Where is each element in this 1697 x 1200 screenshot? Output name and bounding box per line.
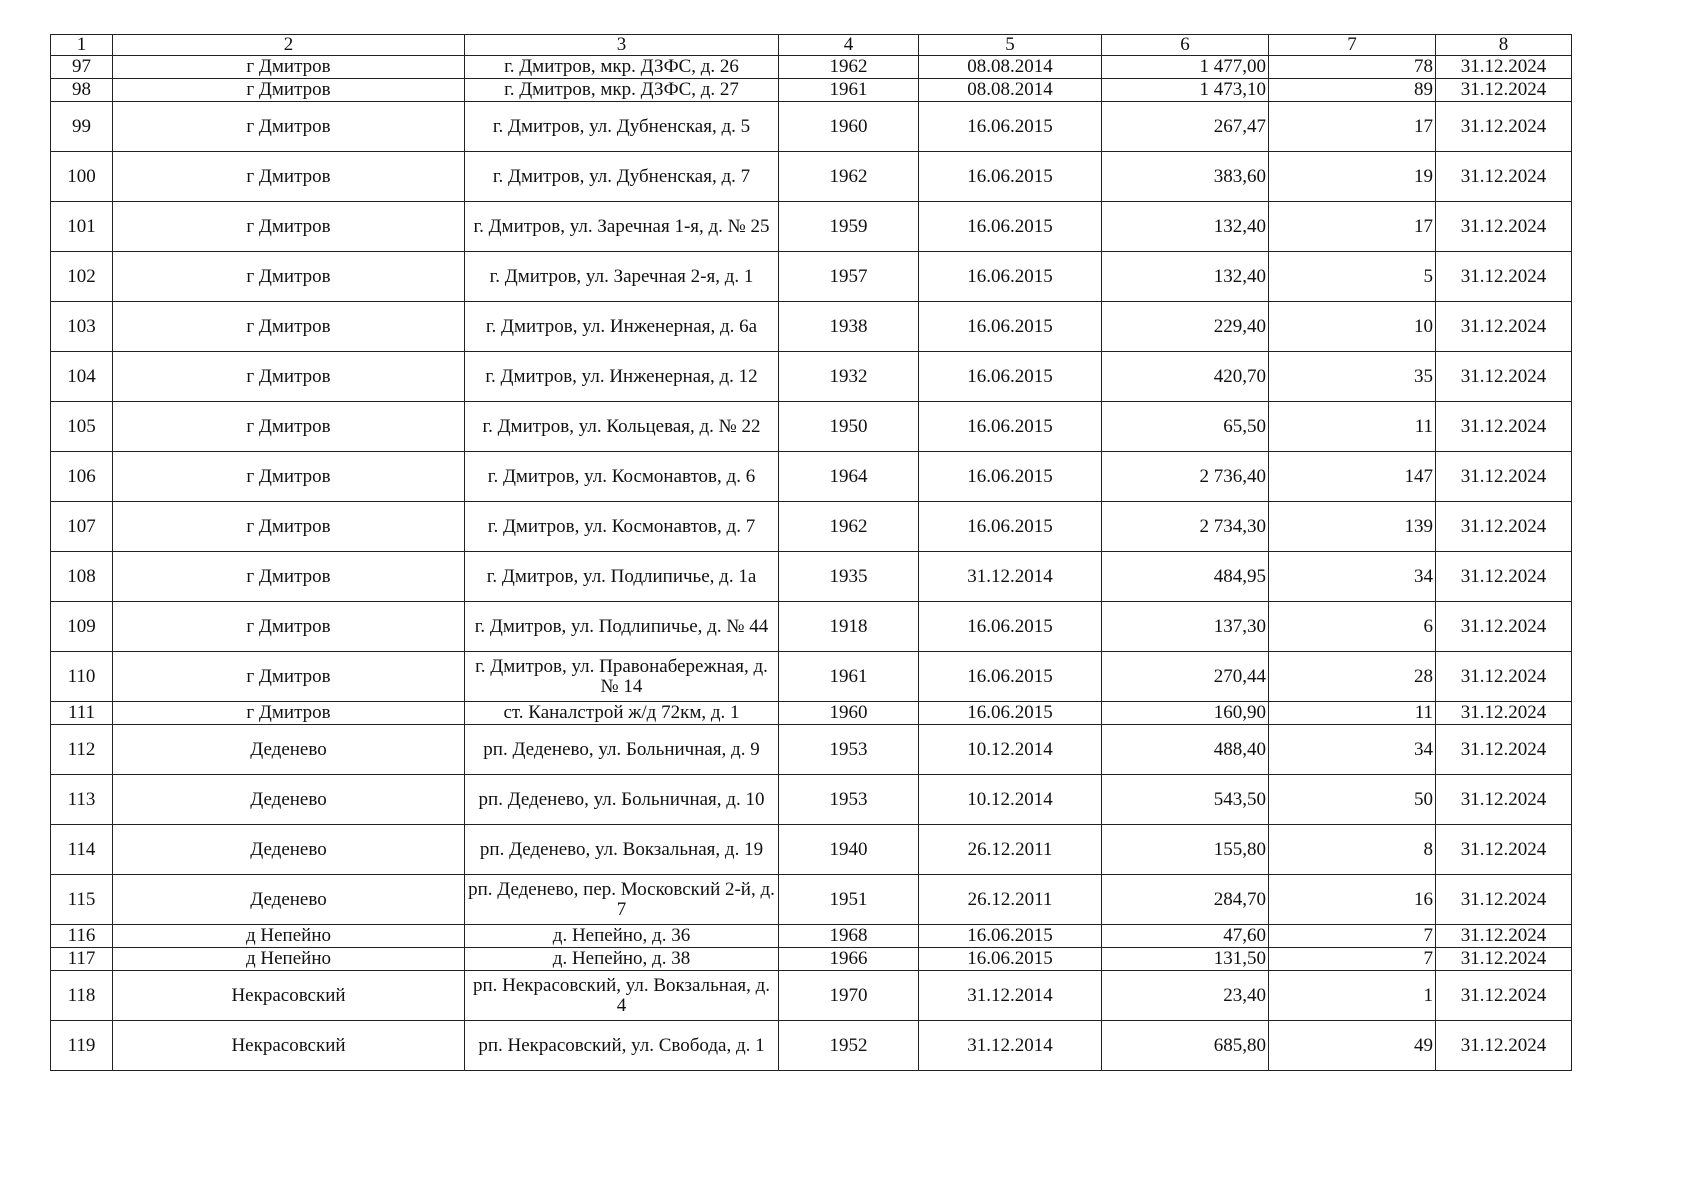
year-built-cell: 1970	[779, 971, 919, 1021]
header-cell: 5	[919, 35, 1102, 56]
deadline-cell: 31.12.2024	[1436, 875, 1572, 925]
residents-cell: 28	[1269, 652, 1436, 702]
address-cell: рп. Деденево, пер. Московский 2-й, д. 7	[465, 875, 779, 925]
date-cell: 16.06.2015	[919, 925, 1102, 948]
residents-cell: 6	[1269, 602, 1436, 652]
header-cell: 3	[465, 35, 779, 56]
date-cell: 16.06.2015	[919, 302, 1102, 352]
table-row	[51, 352, 1572, 402]
deadline-cell: 31.12.2024	[1436, 452, 1572, 502]
settlement-cell: Некрасовский	[113, 1021, 465, 1071]
table-row	[51, 725, 1572, 775]
date-cell: 16.06.2015	[919, 502, 1102, 552]
residents-cell: 19	[1269, 152, 1436, 202]
year-built-cell: 1962	[779, 502, 919, 552]
residents-cell: 17	[1269, 202, 1436, 252]
address-cell: г. Дмитров, ул. Космонавтов, д. 7	[465, 502, 779, 552]
address-cell: рп. Деденево, ул. Вокзальная, д. 19	[465, 825, 779, 875]
area-cell: 23,40	[1102, 971, 1269, 1021]
area-cell: 1 473,10	[1102, 79, 1269, 102]
row-number-cell: 106	[51, 452, 113, 502]
year-built-cell: 1952	[779, 1021, 919, 1071]
table-row	[51, 948, 1572, 971]
address-cell: г. Дмитров, ул. Правонабережная, д. № 14	[465, 652, 779, 702]
table-row	[51, 971, 1572, 1021]
area-cell: 229,40	[1102, 302, 1269, 352]
settlement-cell: Деденево	[113, 725, 465, 775]
address-cell: рп. Некрасовский, ул. Вокзальная, д. 4	[465, 971, 779, 1021]
table-row	[51, 925, 1572, 948]
date-cell: 31.12.2014	[919, 552, 1102, 602]
residents-cell: 89	[1269, 79, 1436, 102]
area-cell: 284,70	[1102, 875, 1269, 925]
area-cell: 131,50	[1102, 948, 1269, 971]
year-built-cell: 1959	[779, 202, 919, 252]
year-built-cell: 1964	[779, 452, 919, 502]
residents-cell: 11	[1269, 702, 1436, 725]
deadline-cell: 31.12.2024	[1436, 948, 1572, 971]
date-cell: 10.12.2014	[919, 775, 1102, 825]
table-row	[51, 775, 1572, 825]
area-cell: 1 477,00	[1102, 56, 1269, 79]
area-cell: 484,95	[1102, 552, 1269, 602]
deadline-cell: 31.12.2024	[1436, 302, 1572, 352]
deadline-cell: 31.12.2024	[1436, 1021, 1572, 1071]
year-built-cell: 1968	[779, 925, 919, 948]
year-built-cell: 1940	[779, 825, 919, 875]
table-row	[51, 1021, 1572, 1071]
area-cell: 132,40	[1102, 252, 1269, 302]
year-built-cell: 1950	[779, 402, 919, 452]
year-built-cell: 1935	[779, 552, 919, 602]
residents-cell: 34	[1269, 725, 1436, 775]
deadline-cell: 31.12.2024	[1436, 402, 1572, 452]
date-cell: 16.06.2015	[919, 948, 1102, 971]
table-row	[51, 702, 1572, 725]
area-cell: 2 734,30	[1102, 502, 1269, 552]
address-cell: рп. Деденево, ул. Больничная, д. 10	[465, 775, 779, 825]
table-row	[51, 152, 1572, 202]
date-cell: 08.08.2014	[919, 79, 1102, 102]
area-cell: 488,40	[1102, 725, 1269, 775]
table-row	[51, 552, 1572, 602]
deadline-cell: 31.12.2024	[1436, 702, 1572, 725]
residents-cell: 34	[1269, 552, 1436, 602]
residents-cell: 49	[1269, 1021, 1436, 1071]
row-number-cell: 97	[51, 56, 113, 79]
address-cell: г. Дмитров, ул. Инженерная, д. 12	[465, 352, 779, 402]
year-built-cell: 1932	[779, 352, 919, 402]
settlement-cell: г Дмитров	[113, 552, 465, 602]
row-number-cell: 104	[51, 352, 113, 402]
address-cell: г. Дмитров, ул. Заречная 2-я, д. 1	[465, 252, 779, 302]
date-cell: 16.06.2015	[919, 652, 1102, 702]
year-built-cell: 1960	[779, 102, 919, 152]
residents-cell: 11	[1269, 402, 1436, 452]
row-number-cell: 111	[51, 702, 113, 725]
settlement-cell: Деденево	[113, 875, 465, 925]
area-cell: 137,30	[1102, 602, 1269, 652]
settlement-cell: г Дмитров	[113, 302, 465, 352]
row-number-cell: 101	[51, 202, 113, 252]
row-number-cell: 113	[51, 775, 113, 825]
deadline-cell: 31.12.2024	[1436, 352, 1572, 402]
row-number-cell: 102	[51, 252, 113, 302]
date-cell: 10.12.2014	[919, 725, 1102, 775]
table-row	[51, 252, 1572, 302]
header-cell: 8	[1436, 35, 1572, 56]
header-cell: 7	[1269, 35, 1436, 56]
area-cell: 543,50	[1102, 775, 1269, 825]
row-number-cell: 98	[51, 79, 113, 102]
address-cell: г. Дмитров, ул. Заречная 1-я, д. № 25	[465, 202, 779, 252]
settlement-cell: г Дмитров	[113, 702, 465, 725]
residents-cell: 5	[1269, 252, 1436, 302]
deadline-cell: 31.12.2024	[1436, 775, 1572, 825]
area-cell: 2 736,40	[1102, 452, 1269, 502]
date-cell: 08.08.2014	[919, 56, 1102, 79]
settlement-cell: г Дмитров	[113, 102, 465, 152]
row-number-cell: 108	[51, 552, 113, 602]
row-number-cell: 110	[51, 652, 113, 702]
residents-cell: 16	[1269, 875, 1436, 925]
table-row	[51, 102, 1572, 152]
area-cell: 267,47	[1102, 102, 1269, 152]
deadline-cell: 31.12.2024	[1436, 602, 1572, 652]
area-cell: 132,40	[1102, 202, 1269, 252]
table-row	[51, 302, 1572, 352]
row-number-cell: 115	[51, 875, 113, 925]
year-built-cell: 1938	[779, 302, 919, 352]
year-built-cell: 1953	[779, 775, 919, 825]
residents-cell: 50	[1269, 775, 1436, 825]
settlement-cell: г Дмитров	[113, 252, 465, 302]
header-cell: 6	[1102, 35, 1269, 56]
date-cell: 31.12.2014	[919, 971, 1102, 1021]
table-row	[51, 602, 1572, 652]
address-cell: г. Дмитров, ул. Кольцевая, д. № 22	[465, 402, 779, 452]
deadline-cell: 31.12.2024	[1436, 102, 1572, 152]
residents-cell: 17	[1269, 102, 1436, 152]
table-row	[51, 825, 1572, 875]
settlement-cell: д Непейно	[113, 925, 465, 948]
table-row	[51, 875, 1572, 925]
deadline-cell: 31.12.2024	[1436, 725, 1572, 775]
area-cell: 685,80	[1102, 1021, 1269, 1071]
residents-cell: 78	[1269, 56, 1436, 79]
table-row	[51, 56, 1572, 79]
settlement-cell: г Дмитров	[113, 452, 465, 502]
settlement-cell: г Дмитров	[113, 402, 465, 452]
settlement-cell: г Дмитров	[113, 652, 465, 702]
row-number-cell: 100	[51, 152, 113, 202]
date-cell: 16.06.2015	[919, 452, 1102, 502]
deadline-cell: 31.12.2024	[1436, 252, 1572, 302]
address-cell: г. Дмитров, ул. Подлипичье, д. 1а	[465, 552, 779, 602]
address-cell: д. Непейно, д. 36	[465, 925, 779, 948]
address-cell: г. Дмитров, мкр. ДЗФС, д. 27	[465, 79, 779, 102]
residents-cell: 139	[1269, 502, 1436, 552]
settlement-cell: г Дмитров	[113, 152, 465, 202]
area-cell: 160,90	[1102, 702, 1269, 725]
table-row	[51, 79, 1572, 102]
settlement-cell: г Дмитров	[113, 202, 465, 252]
residents-cell: 10	[1269, 302, 1436, 352]
header-cell: 4	[779, 35, 919, 56]
header-row	[51, 35, 1572, 56]
year-built-cell: 1961	[779, 79, 919, 102]
area-cell: 47,60	[1102, 925, 1269, 948]
deadline-cell: 31.12.2024	[1436, 202, 1572, 252]
deadline-cell: 31.12.2024	[1436, 925, 1572, 948]
row-number-cell: 116	[51, 925, 113, 948]
area-cell: 420,70	[1102, 352, 1269, 402]
year-built-cell: 1961	[779, 652, 919, 702]
settlement-cell: г Дмитров	[113, 352, 465, 402]
address-cell: г. Дмитров, мкр. ДЗФС, д. 26	[465, 56, 779, 79]
area-cell: 155,80	[1102, 825, 1269, 875]
row-number-cell: 119	[51, 1021, 113, 1071]
header-cell: 2	[113, 35, 465, 56]
settlement-cell: г Дмитров	[113, 602, 465, 652]
year-built-cell: 1918	[779, 602, 919, 652]
settlement-cell: д Непейно	[113, 948, 465, 971]
settlement-cell: Деденево	[113, 825, 465, 875]
date-cell: 26.12.2011	[919, 825, 1102, 875]
row-number-cell: 105	[51, 402, 113, 452]
header-cell: 1	[51, 35, 113, 56]
area-cell: 65,50	[1102, 402, 1269, 452]
date-cell: 16.06.2015	[919, 102, 1102, 152]
deadline-cell: 31.12.2024	[1436, 502, 1572, 552]
address-cell: рп. Деденево, ул. Больничная, д. 9	[465, 725, 779, 775]
table-row	[51, 202, 1572, 252]
address-cell: г. Дмитров, ул. Подлипичье, д. № 44	[465, 602, 779, 652]
address-cell: д. Непейно, д. 38	[465, 948, 779, 971]
area-cell: 270,44	[1102, 652, 1269, 702]
year-built-cell: 1957	[779, 252, 919, 302]
residents-cell: 7	[1269, 948, 1436, 971]
residents-cell: 1	[1269, 971, 1436, 1021]
address-cell: рп. Некрасовский, ул. Свобода, д. 1	[465, 1021, 779, 1071]
deadline-cell: 31.12.2024	[1436, 971, 1572, 1021]
deadline-cell: 31.12.2024	[1436, 79, 1572, 102]
settlement-cell: г Дмитров	[113, 56, 465, 79]
row-number-cell: 117	[51, 948, 113, 971]
residents-cell: 7	[1269, 925, 1436, 948]
housing-table	[50, 34, 1572, 1071]
deadline-cell: 31.12.2024	[1436, 652, 1572, 702]
date-cell: 16.06.2015	[919, 152, 1102, 202]
row-number-cell: 99	[51, 102, 113, 152]
row-number-cell: 112	[51, 725, 113, 775]
address-cell: г. Дмитров, ул. Дубненская, д. 5	[465, 102, 779, 152]
address-cell: г. Дмитров, ул. Дубненская, д. 7	[465, 152, 779, 202]
residents-cell: 147	[1269, 452, 1436, 502]
date-cell: 31.12.2014	[919, 1021, 1102, 1071]
settlement-cell: г Дмитров	[113, 79, 465, 102]
year-built-cell: 1953	[779, 725, 919, 775]
year-built-cell: 1962	[779, 56, 919, 79]
date-cell: 16.06.2015	[919, 252, 1102, 302]
date-cell: 16.06.2015	[919, 202, 1102, 252]
row-number-cell: 103	[51, 302, 113, 352]
settlement-cell: г Дмитров	[113, 502, 465, 552]
settlement-cell: Деденево	[113, 775, 465, 825]
date-cell: 16.06.2015	[919, 402, 1102, 452]
table-row	[51, 452, 1572, 502]
row-number-cell: 109	[51, 602, 113, 652]
year-built-cell: 1951	[779, 875, 919, 925]
address-cell: г. Дмитров, ул. Инженерная, д. 6а	[465, 302, 779, 352]
date-cell: 16.06.2015	[919, 352, 1102, 402]
address-cell: г. Дмитров, ул. Космонавтов, д. 6	[465, 452, 779, 502]
address-cell: ст. Каналстрой ж/д 72км, д. 1	[465, 702, 779, 725]
residents-cell: 35	[1269, 352, 1436, 402]
deadline-cell: 31.12.2024	[1436, 552, 1572, 602]
residents-cell: 8	[1269, 825, 1436, 875]
year-built-cell: 1960	[779, 702, 919, 725]
deadline-cell: 31.12.2024	[1436, 152, 1572, 202]
row-number-cell: 107	[51, 502, 113, 552]
year-built-cell: 1966	[779, 948, 919, 971]
year-built-cell: 1962	[779, 152, 919, 202]
table-row	[51, 652, 1572, 702]
table-row	[51, 502, 1572, 552]
deadline-cell: 31.12.2024	[1436, 825, 1572, 875]
date-cell: 16.06.2015	[919, 702, 1102, 725]
settlement-cell: Некрасовский	[113, 971, 465, 1021]
date-cell: 16.06.2015	[919, 602, 1102, 652]
table-row	[51, 402, 1572, 452]
row-number-cell: 118	[51, 971, 113, 1021]
row-number-cell: 114	[51, 825, 113, 875]
deadline-cell: 31.12.2024	[1436, 56, 1572, 79]
date-cell: 26.12.2011	[919, 875, 1102, 925]
area-cell: 383,60	[1102, 152, 1269, 202]
